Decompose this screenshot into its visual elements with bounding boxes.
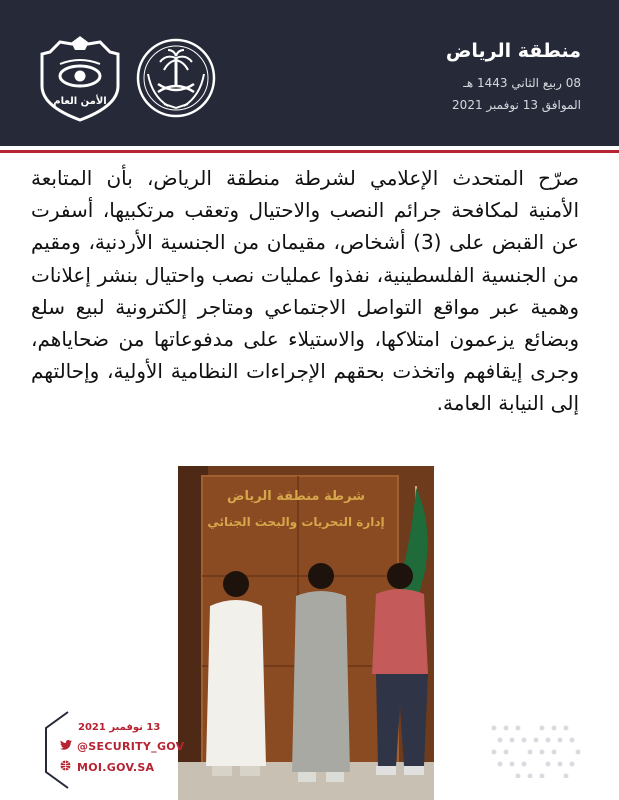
region-title: منطقة الرياض bbox=[445, 40, 581, 62]
hijri-date: 08 ربيع الثاني 1443 هـ bbox=[463, 76, 581, 90]
footer-twitter-handle[interactable] bbox=[60, 740, 184, 753]
twitter-handle-text: @SECURITY_GOV bbox=[77, 740, 185, 753]
arrest-photo bbox=[178, 466, 434, 800]
statement-text: صرّح المتحدث الإعلامي لشرطة منطقة الرياض، بأن المتابعة الأمنية لمكافحة جرائم النصب والاحتيال وتعقب مرتكبيها، أسفرت عن القبض على (3) أشخاص، مقيمان من الجنسية الأردنية، ومقيم من الجنسية الفلسطينية، نفذوا عمليات نصب واحتيال بنشر إعلانات وهمية عبر مواقع التواصل الاجتماعي ومتاجر إلكترونية لبيع سلع وبضائع يزعمون امتلاكها، والاستيلاء على مدفوعاتها من ضحاياهم، وجرى إيقافهم واتخذت بحقهم الإجراءات النظامية الأولية، وإحالتهم إلى النيابة العامة. bbox=[31, 166, 580, 416]
footer-date: 13 نوفمبر 2021 bbox=[78, 722, 161, 733]
public-security-logo-text: الأمن العام bbox=[53, 96, 107, 107]
dot-pattern-decoration bbox=[488, 722, 584, 778]
footer-website[interactable] bbox=[60, 760, 154, 774]
public-security-emblem-icon bbox=[38, 34, 122, 122]
moi-emblem-icon bbox=[134, 34, 218, 122]
header-banner bbox=[0, 0, 619, 146]
header-divider bbox=[0, 150, 619, 153]
wall-sign-line2: إدارة التحريات والبحث الجنائي bbox=[207, 515, 385, 529]
wall-sign-line1: شرطة منطقة الرياض bbox=[227, 489, 365, 504]
website-text: MOI.GOV.SA bbox=[77, 761, 155, 774]
gregorian-date: الموافق 13 نوفمبر 2021 bbox=[452, 98, 581, 112]
twitter-icon bbox=[60, 740, 73, 753]
globe-icon bbox=[60, 760, 73, 774]
